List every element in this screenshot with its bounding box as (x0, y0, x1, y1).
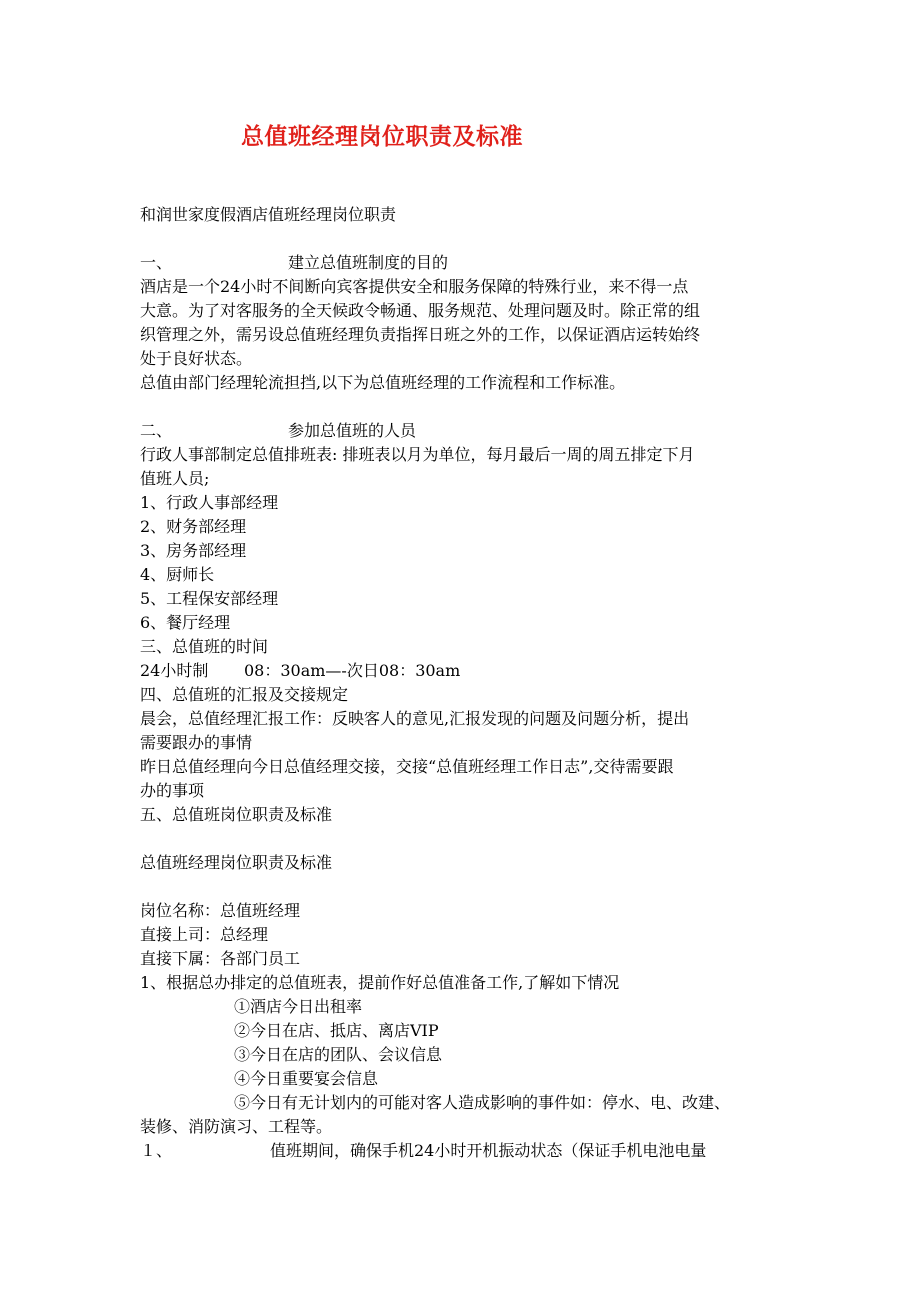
paragraph-line: 行政人事部制定总值排班表: 排班表以月为单位，每月最后一周的周五排定下月 (140, 445, 695, 464)
paragraph-line: 需要跟办的事情 (140, 733, 253, 752)
sub-item: ③今日在店的团队、会议信息 (234, 1045, 443, 1064)
section-4-heading: 四、总值班的汇报及交接规定 (140, 685, 349, 704)
section-3-heading: 三、总值班的时间 (140, 637, 269, 656)
document-subtitle: 和润世家度假酒店值班经理岗位职责 (140, 205, 397, 224)
section-1-heading (140, 251, 800, 275)
paragraph-line: 办的事项 (140, 781, 205, 800)
list-item: 4、厨师长 (140, 565, 215, 584)
duty-item: 1、根据总办排定的总值班表，提前作好总值准备工作,了解如下情况 (140, 973, 620, 992)
section-title: 参加总值班的人员 (288, 421, 417, 440)
spacer (140, 227, 800, 251)
section-number: 一、 (140, 253, 173, 272)
paragraph-line: 大意。为了对客服务的全天候政令畅通、服务规范、处理问题及时。除正常的组 (140, 301, 701, 320)
direct-subordinates: 直接下属：各部门员工 (140, 949, 301, 968)
paragraph-line: 酒店是一个24小时不间断向宾客提供安全和服务保障的特殊行业，来不得一点 (140, 277, 689, 296)
duty-text: 值班期间，确保手机24小时开机振动状态（保证手机电池电量 (270, 1141, 707, 1160)
document-title: 总值班经理岗位职责及标准 (241, 124, 523, 150)
time-value: 08：30am—-次日08：30am (244, 661, 461, 680)
spacer (140, 875, 800, 899)
time-label: 24小时制 (140, 661, 209, 680)
duty-number: １、 (140, 1141, 173, 1160)
list-item: 6、餐厅经理 (140, 613, 231, 632)
list-item: 1、行政人事部经理 (140, 493, 279, 512)
sub-item: ②今日在店、抵店、离店VIP (234, 1021, 439, 1040)
list-item: 2、财务部经理 (140, 517, 247, 536)
list-item: 3、房务部经理 (140, 541, 247, 560)
spacer (140, 395, 800, 419)
sub-item: ④今日重要宴会信息 (234, 1069, 379, 1088)
list-item: 5、工程保安部经理 (140, 589, 279, 608)
sub-item: ⑤今日有无计划内的可能对客人造成影响的事件如：停水、电、改建、 (234, 1093, 731, 1112)
section-number: 二、 (140, 421, 173, 440)
sub-item: ①酒店今日出租率 (234, 997, 363, 1016)
paragraph-line: 昨日总值经理向今日总值经理交接，交接“总值班经理工作日志”,交待需要跟 (140, 757, 674, 776)
spacer (140, 827, 800, 851)
paragraph-line: 值班人员; (140, 469, 210, 488)
paragraph-line: 晨会，总值经理汇报工作：反映客人的意见,汇报发现的问题及问题分析，提出 (140, 709, 690, 728)
duty-time-line (140, 659, 800, 683)
standards-heading: 总值班经理岗位职责及标准 (140, 853, 333, 872)
paragraph-line: 处于良好状态。 (140, 349, 253, 368)
paragraph-line: 织管理之外，需另设总值班经理负责指挥日班之外的工作，以保证酒店运转始终 (140, 325, 701, 344)
section-title: 建立总值班制度的目的 (288, 253, 449, 272)
duty-item (140, 1139, 800, 1163)
sub-item-continuation: 装修、消防演习、工程等。 (140, 1117, 333, 1136)
document-body (140, 203, 800, 1163)
post-name: 岗位名称：总值班经理 (140, 901, 301, 920)
paragraph-line: 总值由部门经理轮流担挡,以下为总值班经理的工作流程和工作标准。 (140, 373, 626, 392)
direct-superior: 直接上司：总经理 (140, 925, 269, 944)
section-2-heading (140, 419, 800, 443)
section-5-heading: 五、总值班岗位职责及标准 (140, 805, 333, 824)
